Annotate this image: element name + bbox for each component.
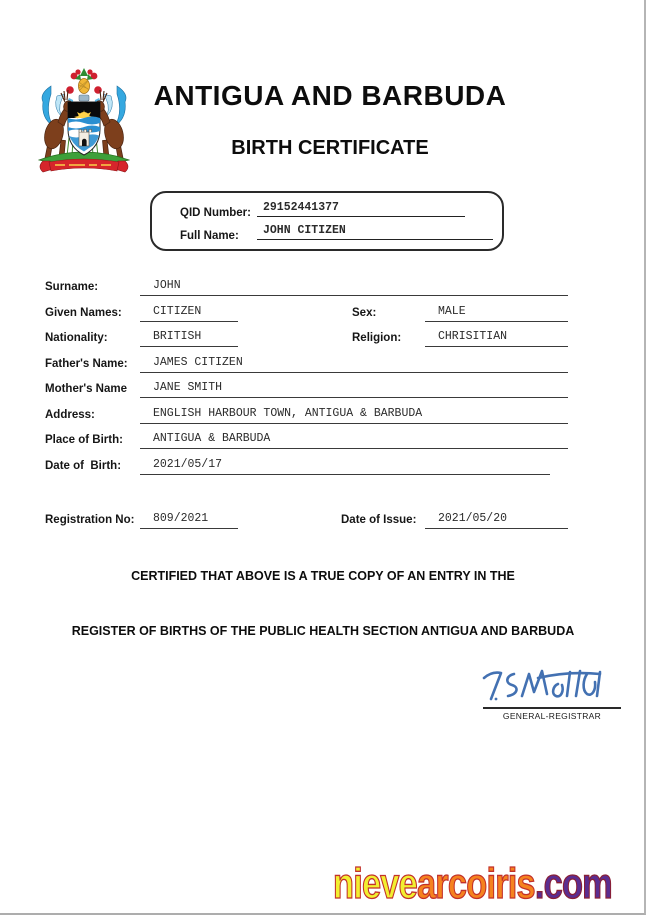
- site-watermark: [333, 860, 612, 909]
- sex-label: Sex:: [352, 307, 377, 319]
- nationality-value: BRITISH: [140, 330, 238, 347]
- document-title: BIRTH CERTIFICATE: [231, 137, 429, 159]
- place-of-birth-label: Place of Birth:: [45, 434, 123, 446]
- date-of-birth-label: Date of Birth:: [45, 460, 122, 472]
- surname-label: Surname:: [45, 281, 99, 293]
- given-names-label: Given Names:: [45, 307, 122, 319]
- fathers-name-label: Father's Name:: [45, 358, 128, 370]
- date-of-issue-value: 2021/05/20: [425, 512, 568, 529]
- watermark-part-3: .com: [534, 860, 612, 908]
- full-name-row: [180, 226, 258, 244]
- full-name-value: JOHN CITIZEN: [257, 224, 493, 240]
- religion-label: Religion:: [352, 332, 402, 344]
- certification-line-2: REGISTER OF BIRTHS OF THE PUBLIC HEALTH SECTION ANTIGUA AND BARBUDA: [71, 624, 575, 638]
- surname-value: JOHN: [140, 279, 568, 296]
- given-names-value: CITIZEN: [140, 305, 238, 322]
- registrar-signature-ink: [474, 662, 620, 708]
- date-of-issue-label: Date of Issue:: [341, 514, 417, 526]
- fathers-name-value: JAMES CITIZEN: [140, 356, 568, 373]
- registration-no-value: 809/2021: [140, 512, 238, 529]
- registration-no-label: Registration No:: [45, 514, 135, 526]
- full-name-label: Full Name:: [180, 230, 239, 242]
- watermark-part-2: arcoiris: [416, 860, 535, 908]
- certification-line-1: CERTIFIED THAT ABOVE IS A TRUE COPY OF AN ENTRY IN THE: [131, 569, 515, 583]
- religion-value: CHRISITIAN: [425, 330, 568, 347]
- mothers-name-value: JANE SMITH: [140, 381, 568, 398]
- registrar-title: GENERAL-REGISTRAR: [502, 711, 602, 721]
- place-of-birth-value: ANTIGUA & BARBUDA: [140, 432, 568, 449]
- country-title: ANTIGUA AND BARBUDA: [153, 80, 507, 111]
- address-label: Address:: [45, 409, 95, 421]
- address-value: ENGLISH HARBOUR TOWN, ANTIGUA & BARBUDA: [140, 407, 568, 424]
- qid-number-row: [180, 203, 258, 221]
- mothers-name-label: Mother's Name: [45, 383, 127, 395]
- date-of-birth-value: 2021/05/17: [140, 458, 550, 475]
- sex-value: MALE: [425, 305, 568, 322]
- signature-line: [483, 707, 621, 709]
- watermark-part-1: nieve: [333, 860, 417, 908]
- qid-summary-box: [150, 191, 504, 251]
- nationality-label: Nationality:: [45, 332, 108, 344]
- qid-number-value: 29152441377: [257, 201, 465, 217]
- qid-number-label: QID Number:: [180, 207, 251, 219]
